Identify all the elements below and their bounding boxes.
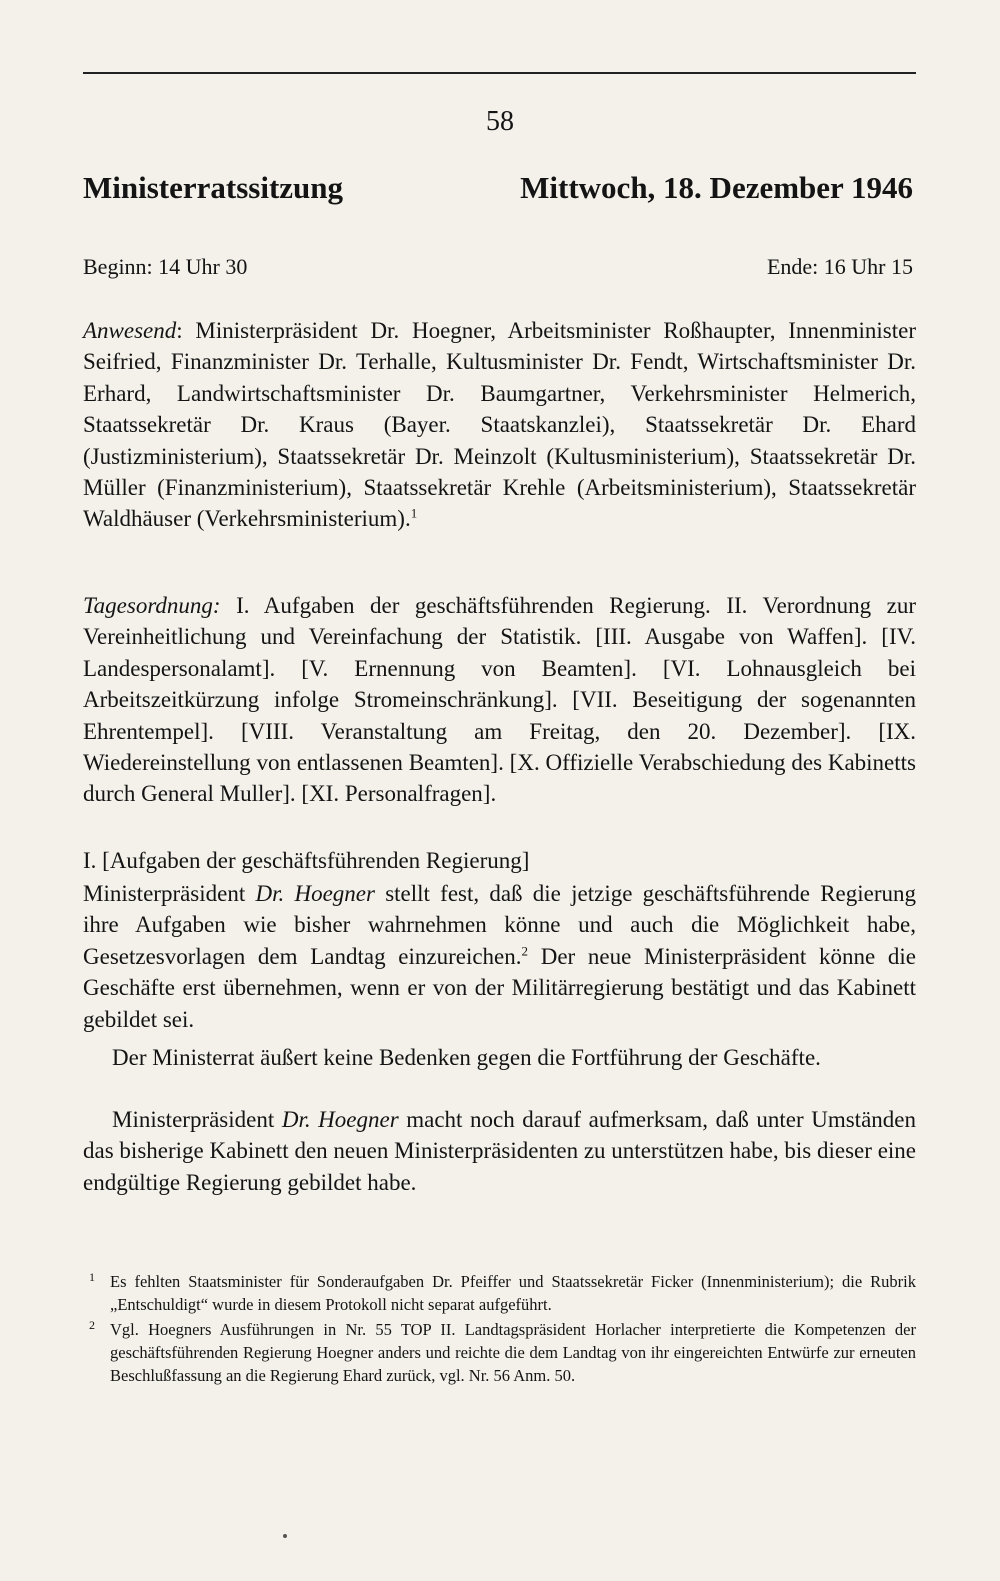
footnotes (83, 1270, 916, 1387)
paragraph-text: Der neue Ministerpräsident könne die Geschäfte erst übernehmen, wenn er von der Militärregierung bestätigt und das Kabinett gebildet sei. (83, 943, 916, 1032)
paragraph-text: stellt fest, daß die jetzige geschäftsführende Regierung ihre Aufgaben wie bisher wahrnehmen könne und auch die Möglichkeit habe, Gesetzesvorlagen dem Landtag einzureichen. (83, 881, 916, 969)
footnote-ref-2: 2 (521, 943, 529, 959)
footnote-mark: 2 (89, 1318, 95, 1332)
agenda-paragraph (83, 590, 916, 810)
section-paragraph-2: Der Ministerrat äußert keine Bedenken gegen die Fortführung der Geschäfte. (112, 1045, 821, 1070)
end-time: Ende: 16 Uhr 15 (766, 254, 913, 279)
speaker-name: Dr. Hoegner (281, 1107, 399, 1132)
meeting-date: Mittwoch, 18. Dezember 1946 (520, 170, 913, 205)
section-paragraph-3 (83, 1104, 916, 1198)
footnote-2 (83, 1318, 916, 1387)
section-heading: I. [Aufgaben der geschäftsführenden Regierung] (83, 848, 530, 873)
begin-time: Beginn: 14 Uhr 30 (83, 254, 248, 279)
footnote-text: Es fehlten Staatsminister für Sonderaufgaben Dr. Pfeiffer und Staatssekretär Ficker (Innenministerium); die Rubrik „Entschuldigt“ wurde in diesem Protokoll nicht separat aufgeführt. (110, 1272, 916, 1314)
speaker-name: Dr. Hoegner (255, 881, 375, 906)
paragraph-text: Ministerpräsident (112, 1107, 282, 1132)
footnote-ref-1: 1 (410, 505, 418, 521)
paragraph-text: macht noch darauf aufmerksam, daß unter Umständen das bisherige Kabinett den neuen Ministerpräsidenten zu unterstützen habe, bis dieser eine endgültige Regierung gebildet habe. (83, 1107, 916, 1195)
attendance-paragraph (83, 315, 916, 535)
header-rule (83, 72, 916, 74)
section-paragraph-1 (83, 878, 916, 1035)
agenda-label: Tagesordnung: (83, 593, 221, 618)
attendance-text: : Ministerpräsident Dr. Hoegner, Arbeitsminister Roßhaupter, Innenminister Seifried, Finanzminister Dr. Terhalle, Kultusminister Dr. Fendt, Wirtschaftsminister Dr. Erhard, Landwirtschaftsminister Dr. Baumgartner, Verkehrsminister Helmerich, Staatssekretär Dr. Kraus (Bayer. Staatskanzlei), Staatssekretär Dr. Ehard (Justizministerium), Staatssekretär Dr. Meinzolt (Kultusministerium), Staatssekretär Dr. Müller (Finanzministerium), Staatssekretär Krehle (Arbeitsministerium), Staatssekretär Waldhäuser (Verkehrsministerium). (83, 318, 916, 532)
page-number: 58 (486, 106, 514, 137)
agenda-text: I. Aufgaben der geschäftsführenden Regierung. II. Verordnung zur Vereinheitlichung und Vereinfachung der Statistik. [III. Ausgabe von Waffen]. [IV. Landespersonalamt]. [V. Ernennung von Beamten]. [VI. Lohnausgleich bei Arbeitszeitkürzung infolge Stromeinschränkung]. [VII. Beseitigung der sogenannten Ehrentempel]. [VIII. Veranstaltung am Freitag, den 20. Dezember]. [IX. Wiedereinstellung von entlassenen Beamten]. [X. Offizielle Verabschiedung des Kabinetts durch General Muller]. [XI. Personalfragen]. (83, 593, 916, 807)
document-title: Ministerratssitzung (83, 170, 344, 205)
footnote-mark: 1 (89, 1270, 95, 1284)
paragraph-text: Ministerpräsident (83, 881, 256, 906)
footnote-text: Vgl. Hoegners Ausführungen in Nr. 55 TOP II. Landtagspräsident Horlacher interpretierte die Kompetenzen der geschäftsführenden Regierung Hoegner anders und reichte die dem Landtag von ihr eingereichten Entwürfe zur erneuten Beschlußfassung an die Regierung Ehard zurück, vgl. Nr. 56 Anm. 50. (110, 1320, 916, 1385)
speck-mark (283, 1534, 287, 1538)
footnote-1 (83, 1270, 916, 1316)
attendance-label: Anwesend (83, 318, 177, 343)
